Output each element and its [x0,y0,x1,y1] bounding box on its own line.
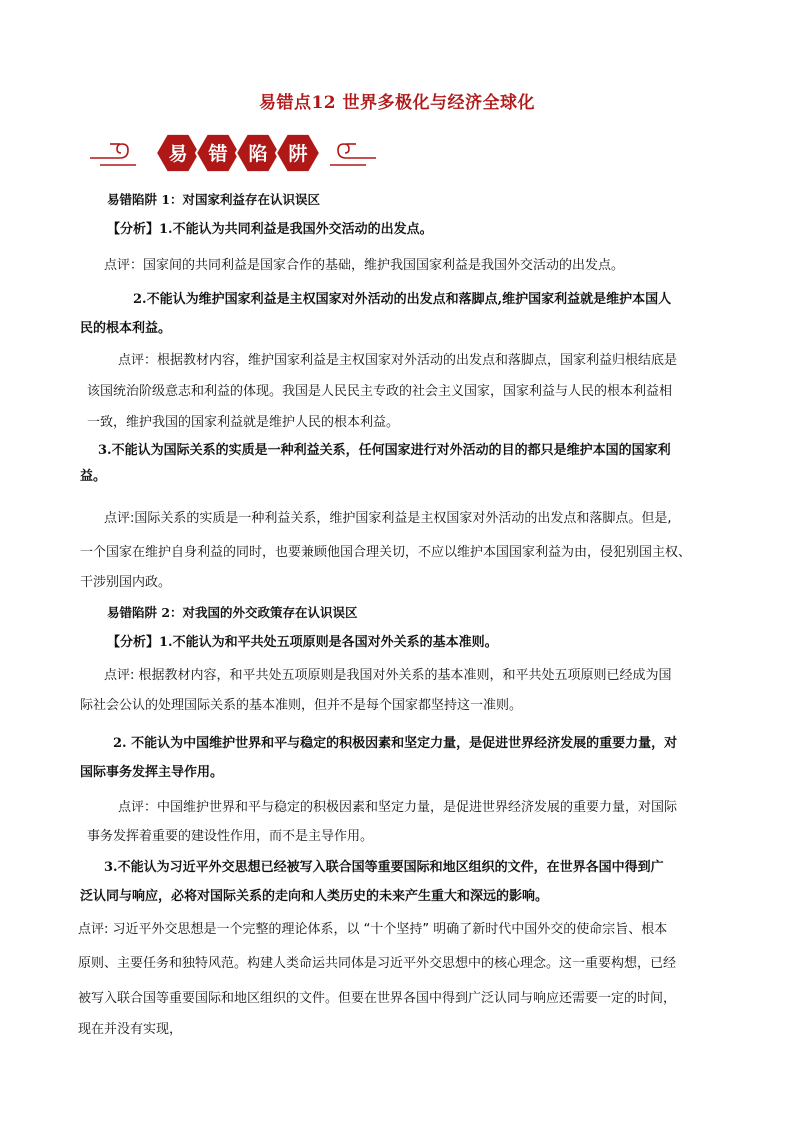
bold-text-line: 易错陷阱 2：对我国的外交政策存在认识误区 [107,605,358,620]
bold-text-line: 2.不能认为维护国家利益是主权国家对外活动的出发点和落脚点,维护国家利益就是维护本国人 [133,292,672,307]
bold-text-line: 国际事务发挥主导作用。 [80,765,224,780]
banner-char: 陷 [248,143,268,165]
text-line: 该国统治阶级意志和利益的体现。我国是人民民主专政的社会主义国家，国家利益与人民的根本利益相 [87,384,673,399]
text-line: 一致，维护我国的国家利益就是维护人民的根本利益。 [87,415,400,430]
bold-text-line: 3.不能认为习近平外交思想已经被写入联合国等重要国际和地区组织的文件，在世界各国中得到广 [104,860,664,875]
text-line: 点评：根据教材内容，维护国家利益是主权国家对外活动的出发点和落脚点，国家利益归根结底是 [118,353,678,368]
banner-graphic [86,125,380,181]
text-line: 干涉别国内政。 [80,575,172,590]
bold-text-line: 【分析】1.不能认为和平共处五项原则是各国对外关系的基本准则。 [107,635,498,650]
section-banner [86,125,380,181]
page-title: 易错点12 世界多极化与经济全球化 [258,93,536,113]
text-line: 点评：国家间的共同利益是国家合作的基础，维护我国国家利益是我国外交活动的出发点。 [104,258,625,273]
text-line: 一个国家在维护自身利益的同时，也要兼顾他国合理关切，不应以维护本国国家利益为由，侵犯别国主权、 [80,545,692,560]
bold-text-line: 泛认同与响应，必将对国际关系的走向和人类历史的未来产生重大和深远的影响。 [80,889,549,904]
bold-text-line: 【分析】1.不能认为共同利益是我国外交活动的出发点。 [107,222,433,237]
bold-text-line: 2. 不能认为中国维护世界和平与稳定的积极因素和坚定力量，是促进世界经济发展的重要力量，对 [113,736,678,751]
text-line: 点评：中国维护世界和平与稳定的积极因素和坚定力量，是促进世界经济发展的重要力量，对国际 [118,800,678,815]
text-line: 际社会公认的处理国际关系的基本准则，但并不是每个国家都坚持这一准则。 [80,698,523,713]
banner-char: 阱 [288,143,308,165]
text-line: 点评:国际关系的实质是一种利益关系，维护国家利益是主权国家对外活动的出发点和落脚点。但是, [104,511,672,526]
bold-text-line: 3.不能认为国际关系的实质是一种利益关系，任何国家进行对外活动的目的都只是维护本国的国家利 [98,443,671,458]
right-ornament [330,144,376,165]
text-line: 点评: 习近平外交思想是一个完整的理论体系，以 “十个坚持” 明确了新时代中国外交的使命宗旨、根本 [78,922,668,937]
bold-text-line: 民的根本利益。 [80,321,172,336]
banner-char: 易 [168,143,188,165]
text-line: 事务发挥着重要的建设性作用，而不是主导作用。 [87,829,374,844]
bold-text-line: 易错陷阱 1：对国家利益存在认识误区 [107,192,321,207]
banner-char: 错 [208,143,228,165]
text-line: 原则、主要任务和独特风范。构建人类命运共同体是习近平外交思想中的核心理念。这一重要构想，已经 [78,956,677,971]
bold-text-line: 益。 [80,469,107,484]
text-line: 点评: 根据教材内容，和平共处五项原则是我国对外关系的基本准则，和平共处五项原则已经成为国 [104,668,672,683]
text-line: 现在并没有实现， [78,1022,183,1037]
text-line: 被写入联合国等重要国际和地区组织的文件。但要在世界各国中得到广泛认同与响应还需要一定的时间， [78,991,677,1006]
left-ornament [90,144,136,165]
